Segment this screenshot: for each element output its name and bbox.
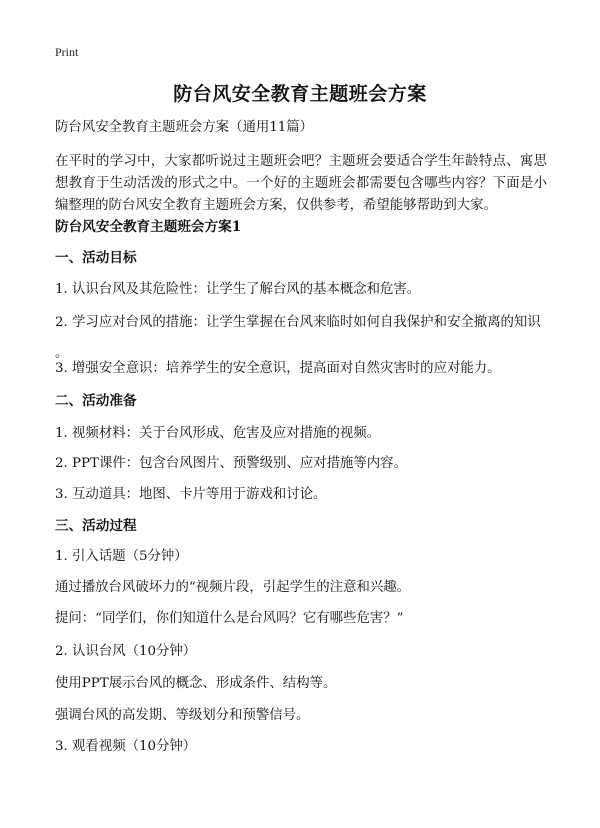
section-heading-goals: 一、活动目标: [55, 250, 137, 266]
process-line-2: 通过播放台风破坏力的“视频片段，引起学生的注意和兴趣。: [55, 580, 410, 595]
prep-item-3: 3. 互动道具：地图、卡片等用于游戏和讨论。: [55, 487, 327, 502]
process-line-4: 2. 认识台风（10分钟）: [55, 644, 197, 659]
process-line-5: 使用PPT展示台风的概念、形成条件、结构等。: [55, 676, 337, 691]
goal-item-2-continued: 。: [55, 346, 69, 361]
goal-item-2: 2. 学习应对台风的措施：让学生掌握在台风来临时如何自我保护和安全撤离的知识: [55, 315, 541, 330]
prep-item-2: 2. PPT课件：包含台风图片、预警级别、应对措施等内容。: [55, 456, 407, 471]
prep-item-1: 1. 视频材料：关于台风形成、危害及应对措施的视频。: [55, 426, 381, 441]
intro-paragraph: 在平时的学习中，大家都听说过主题班会吧？主题班会要适合学生年龄特点、寓思想教育于生动活泼的形式之中。一个好的主题班会都需要包含哪些内容？下面是小编整理的防台风安全教育主题班会方案，仅供参考，希望能够帮助到大家。: [55, 154, 547, 213]
document-subtitle: 防台风安全教育主题班会方案（通用11篇）: [55, 120, 314, 135]
section-heading-process: 三、活动过程: [55, 518, 137, 534]
goal-item-3: 3. 增强安全意识：培养学生的安全意识，提高面对自然灾害时的应对能力。: [55, 361, 501, 376]
process-line-1: 1. 引入话题（5分钟）: [55, 549, 188, 564]
section-heading-prep: 二、活动准备: [55, 393, 137, 409]
process-line-3: 提问：“同学们，你们知道什么是台风吗？它有哪些危害？”: [55, 611, 404, 626]
goal-item-1: 1. 认识台风及其危险性：让学生了解台风的基本概念和危害。: [55, 282, 421, 297]
print-label: Print: [55, 45, 79, 59]
process-line-6: 强调台风的高发期、等级划分和预警信号。: [55, 708, 310, 723]
process-line-7: 3. 观看视频（10分钟）: [55, 739, 197, 754]
plan-heading: 防台风安全教育主题班会方案1: [55, 219, 242, 235]
page-title: 防台风安全教育主题班会方案: [173, 83, 427, 105]
